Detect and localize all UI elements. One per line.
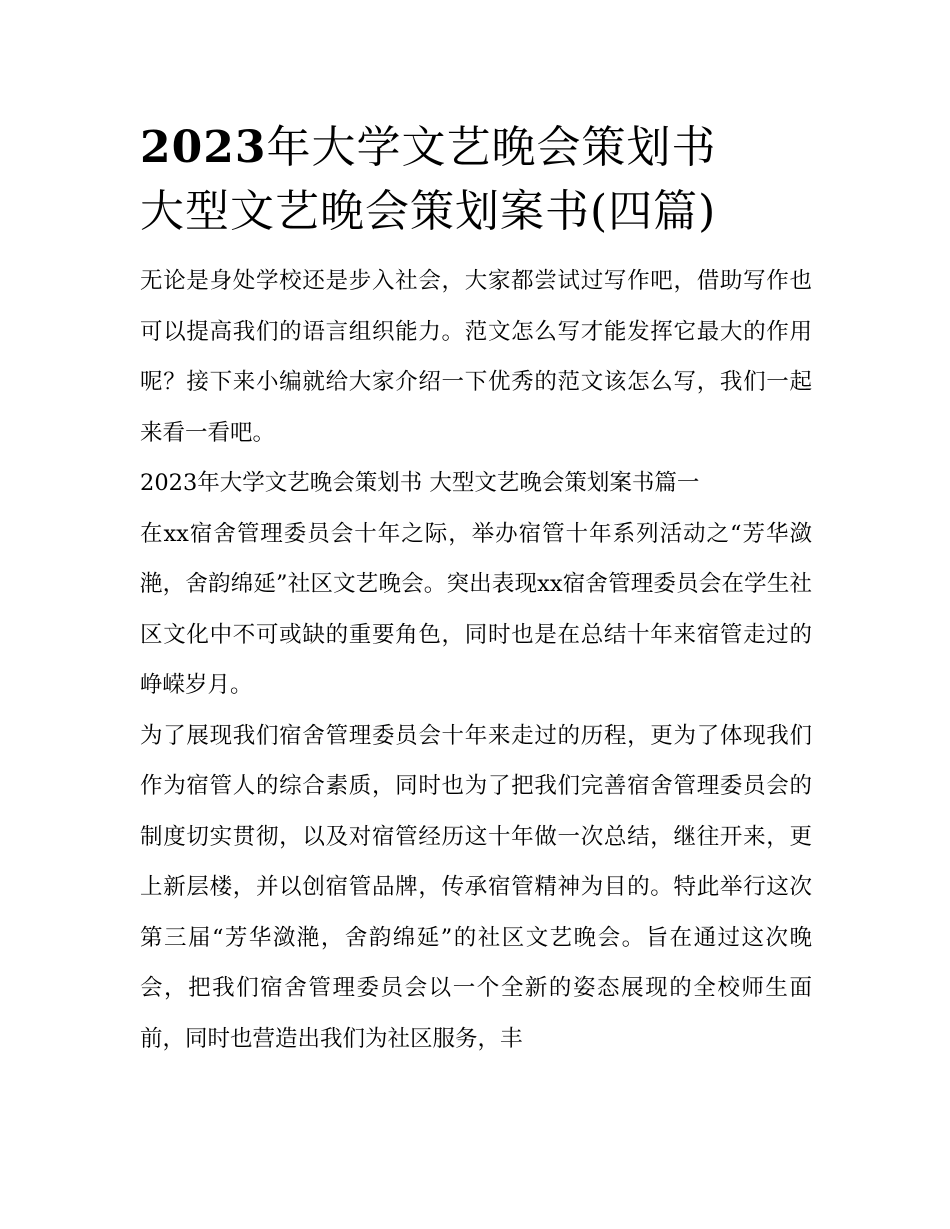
document-page [140, 116, 812, 1064]
section-heading: 2023年大学文艺晚会策划书 大型文艺晚会策划案书篇一 [140, 470, 700, 496]
title-line-1-text: 年大学文艺晚会策划书 [266, 122, 717, 173]
title-line-1 [140, 116, 812, 180]
body-paragraph-2: 为了展现我们宿舍管理委员会十年来走过的历程，更为了体现我们作为宿管人的综合素质，同时也为了把我们完善宿舍管理委员会的制度切实贯彻，以及对宿管经历这十年做一次总结，继往开来，更上新层楼，并以创宿管品牌，传承宿管精神为目的。特此举行这次第三届“芳华潋滟，舍韵绵延”的社区文艺晚会。旨在通过这次晚会，把我们宿舍管理委员会以一个全新的姿态展现的全校师生面前，同时也营造出我们为社区服务，丰 [140, 722, 812, 1052]
intro-paragraph: 无论是身处学校还是步入社会，大家都尝试过写作吧，借助写作也可以提高我们的语言组织能力。范文怎么写才能发挥它最大的作用呢？接下来小编就给大家介绍一下优秀的范文该怎么写，我们一起来看一看吧。 [140, 268, 812, 446]
document-title [140, 116, 812, 244]
title-line-2: 大型文艺晚会策划案书(四篇) [140, 186, 717, 237]
document-body [140, 256, 812, 1064]
body-paragraph-1: 在xx宿舍管理委员会十年之际，举办宿管十年系列活动之“芳华潋滟，舍韵绵延”社区文艺晚会。突出表现xx宿舍管理委员会在学生社区文化中不可或缺的重要角色，同时也是在总结十年来宿管走过的峥嵘岁月。 [140, 520, 812, 698]
title-year: 2023 [140, 122, 267, 173]
